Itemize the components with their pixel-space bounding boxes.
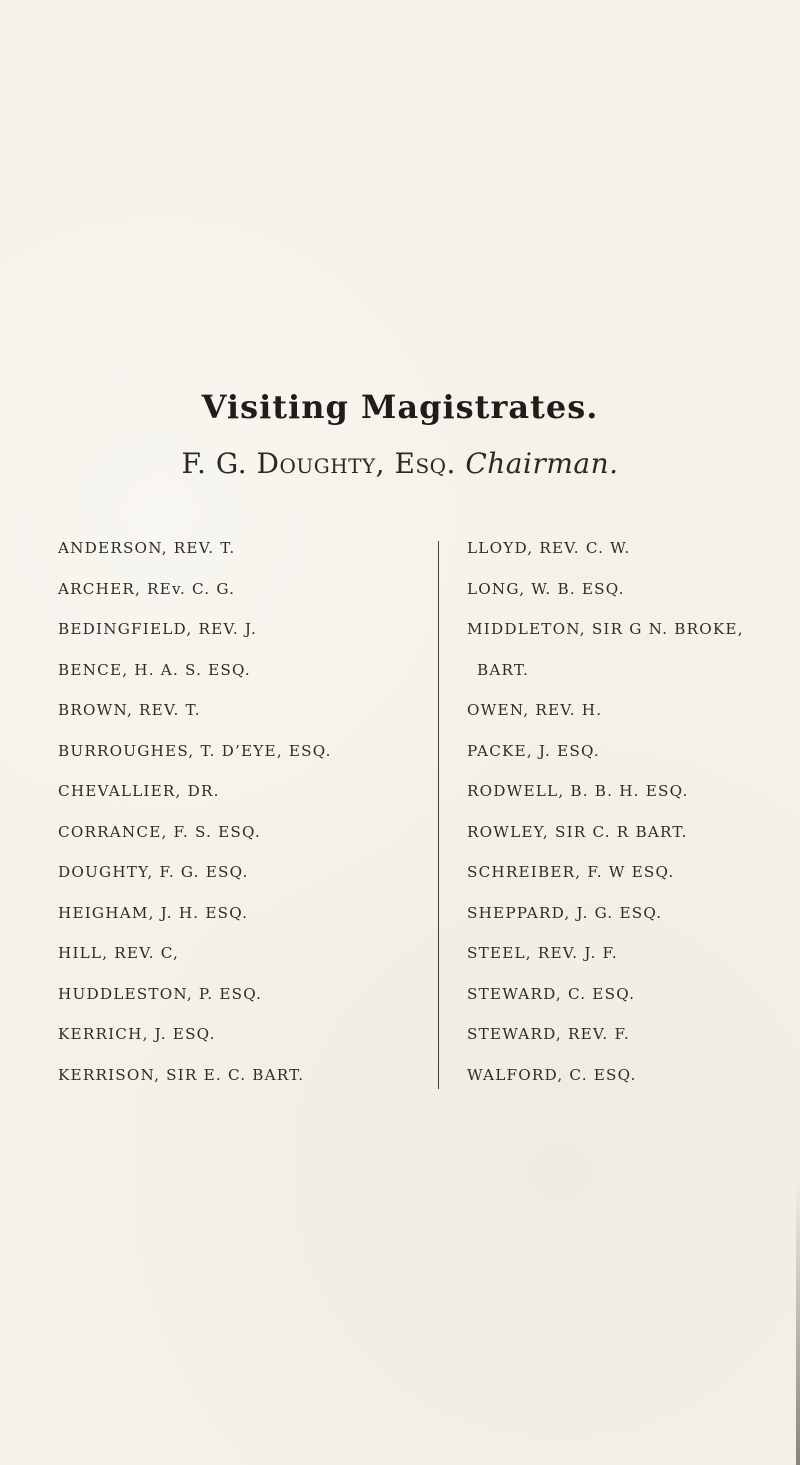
chairman-line bbox=[0, 447, 800, 480]
list-item: STEWARD, REV. F. bbox=[467, 1025, 630, 1043]
column-divider bbox=[438, 541, 439, 1089]
list-item: BENCE, H. A. S. ESQ. bbox=[58, 660, 251, 679]
list-item: BURROUGHES, T. D’EYE, ESQ. bbox=[58, 741, 332, 760]
list-item: DOUGHTY, F. G. ESQ. bbox=[58, 863, 249, 881]
list-item: ANDERSON, REV. T. bbox=[58, 539, 236, 557]
list-item: KERRISON, SIR E. C. BART. bbox=[58, 1065, 305, 1084]
list-item: STEWARD, C. ESQ. bbox=[467, 984, 636, 1003]
list-item: BROWN, REV. T. bbox=[58, 701, 201, 719]
list-item: STEEL, REV. J. F. bbox=[467, 944, 618, 962]
list-item: MIDDLETON, SIR G N. BROKE, bbox=[467, 620, 744, 638]
list-item: WALFORD, C. ESQ. bbox=[467, 1065, 637, 1084]
list-item: HILL, REV. C, bbox=[58, 944, 180, 962]
list-item: ARCHER, REv. C. G. bbox=[58, 579, 236, 598]
list-item: OWEN, REV. H. bbox=[467, 701, 603, 719]
list-item: HEIGHAM, J. H. ESQ. bbox=[58, 903, 249, 922]
list-item: SCHREIBER, F. W ESQ. bbox=[467, 863, 675, 881]
list-item: KERRICH, J. ESQ. bbox=[58, 1025, 216, 1043]
list-item: HUDDLESTON, P. ESQ. bbox=[58, 984, 263, 1003]
chairman-esq: Esq. bbox=[394, 447, 456, 480]
list-item: PACKE, J. ESQ. bbox=[467, 741, 600, 760]
chairman-name: F. G. Doughty, bbox=[181, 447, 386, 480]
page-edge-shadow bbox=[796, 1180, 800, 1465]
list-item: ROWLEY, SIR C. R BART. bbox=[467, 822, 688, 841]
list-item: BART. bbox=[477, 660, 530, 679]
page-heading: Visiting Magistrates. bbox=[201, 388, 599, 426]
list-item: LONG, W. B. ESQ. bbox=[467, 579, 625, 598]
left-column bbox=[58, 537, 423, 1104]
list-item: CORRANCE, F. S. ESQ. bbox=[58, 822, 261, 841]
right-column bbox=[467, 537, 800, 1104]
list-item: CHEVALLIER, DR. bbox=[58, 782, 220, 800]
list-item: RODWELL, B. B. H. ESQ. bbox=[467, 782, 689, 800]
list-item: LLOYD, REV. C. W. bbox=[467, 539, 631, 557]
chairman-role: Chairman. bbox=[465, 447, 619, 480]
magistrates-list bbox=[0, 537, 800, 1097]
list-item: BEDINGFIELD, REV. J. bbox=[58, 620, 258, 638]
list-item: SHEPPARD, J. G. ESQ. bbox=[467, 903, 663, 922]
